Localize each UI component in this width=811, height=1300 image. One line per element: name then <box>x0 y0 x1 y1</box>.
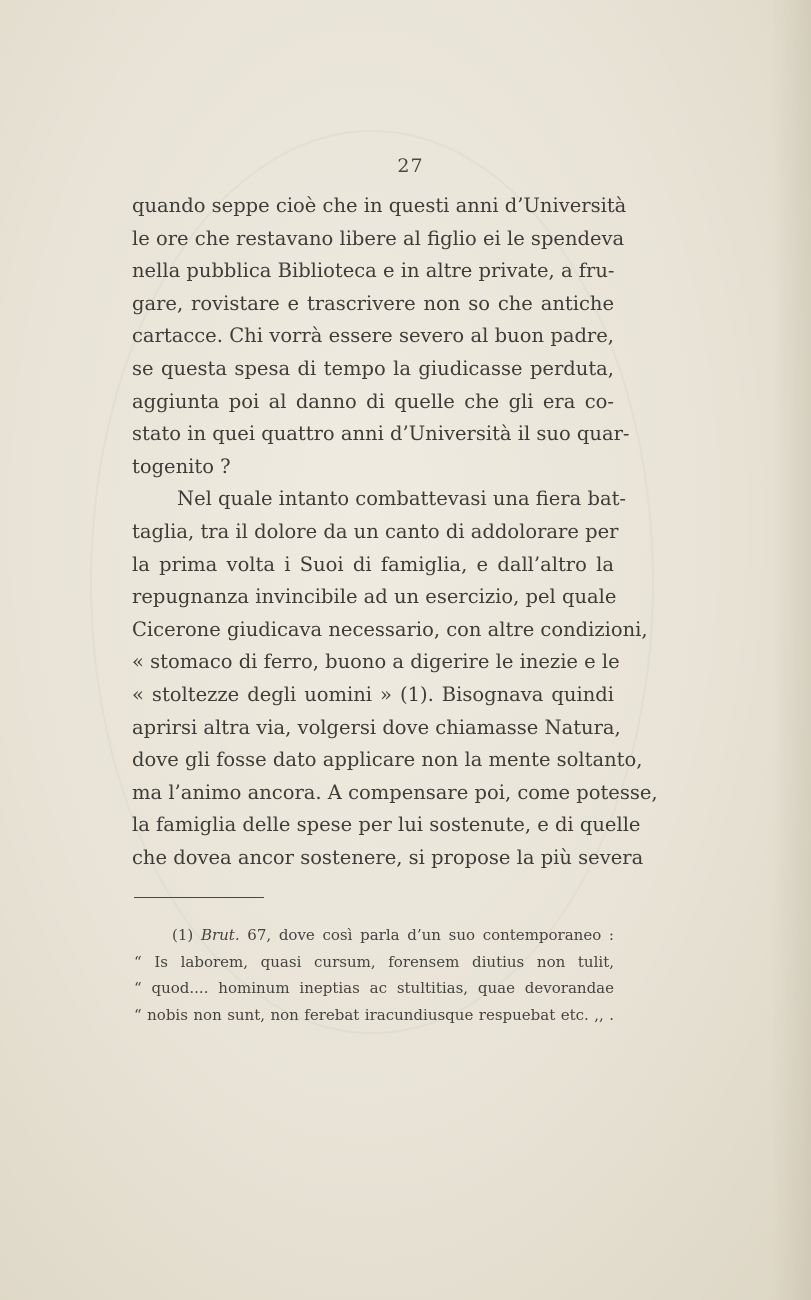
page-edge-shadow <box>771 0 811 1300</box>
text-line: dove gli fosse dato applicare non la mente soltanto, <box>132 748 643 772</box>
main-text <box>132 190 658 874</box>
text-line: aprirsi altra via, volgersi dove chiamasse Natura, <box>132 715 621 739</box>
text-line: stato in quei quattro anni d’Università il suo quar- <box>132 422 630 446</box>
text-line: taglia, tra il dolore da un canto di addolorare per <box>132 519 619 543</box>
footnote-divider <box>134 897 264 898</box>
page-number-text: 27 <box>397 155 424 177</box>
text-line: togenito ? <box>132 454 231 478</box>
footnote-line: “ quod.... hominum ineptias ac stultitias, quae devorandae <box>134 979 614 997</box>
text-line: che dovea ancor sostenere, si propose la più severa <box>132 845 644 869</box>
footnote-citation: Brut. <box>200 926 240 944</box>
text-line: nella pubblica Biblioteca e in altre private, a fru- <box>132 259 615 283</box>
text-line: ma l’animo ancora. A compensare poi, come potesse, <box>132 780 658 804</box>
footnote-block <box>134 922 614 1028</box>
text-line: aggiunta poi al danno di quelle che gli era co- <box>132 389 614 413</box>
text-line: la famiglia delle spese per lui sostenute, e di quelle <box>132 813 641 837</box>
text-line: « stomaco di ferro, buono a digerire le inezie e le <box>132 650 620 674</box>
footnote-marker: (1) <box>172 926 194 944</box>
text-line: repugnanza invincibile ad un esercizio, pel quale <box>132 585 617 609</box>
text-line: la prima volta i Suoi di famiglia, e dall’altro la <box>132 552 614 576</box>
text-line: Cicerone giudicava necessario, con altre condizioni, <box>132 617 648 641</box>
footnote-line: “ Is laborem, quasi cursum, forensem diutius non tulit, <box>134 952 614 971</box>
footnote-text: 67, dove così parla d’un suo contemporaneo : <box>247 926 614 944</box>
text-line: gare, rovistare e trascrivere non so che antiche <box>132 291 614 315</box>
text-line: « stoltezze degli uomini » (1). Bisognava quindi <box>132 682 614 706</box>
text-line: se questa spesa di tempo la giudicasse perduta, <box>132 356 614 380</box>
footnote-line: “ nobis non sunt, non ferebat iracundiusque respuebat etc. ,, . <box>134 1005 614 1024</box>
text-line: le ore che restavano libere al figlio ei le spendeva <box>132 226 625 250</box>
paragraph-start-line: Nel quale intanto combattevasi una fiera bat- <box>177 487 626 511</box>
text-line: cartacce. Chi vorrà essere severo al buon padre, <box>132 324 614 348</box>
page-number <box>0 155 811 177</box>
text-line: quando seppe cioè che in questi anni d’Università <box>132 194 627 217</box>
footnote-line <box>134 922 614 949</box>
